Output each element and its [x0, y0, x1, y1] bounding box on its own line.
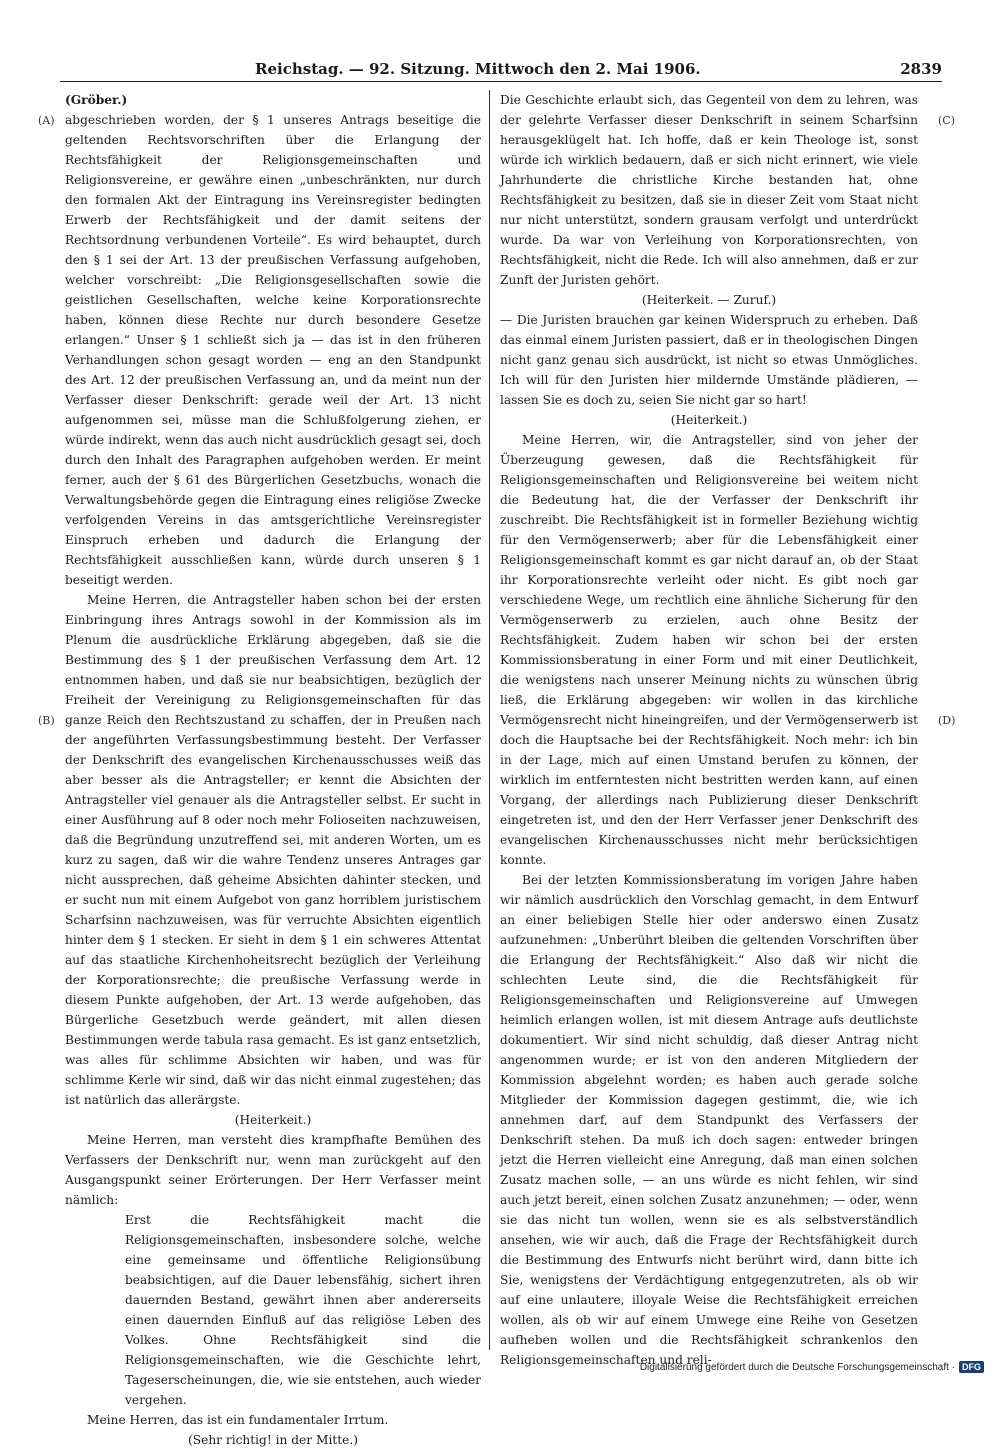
- margin-marker-d: (D): [938, 714, 956, 727]
- footer-text: Digitalisierung gefördert durch die Deutsche Forschungsgemeinschaft ·: [639, 1361, 955, 1373]
- dfg-logo: DFG: [959, 1361, 984, 1373]
- interjection-heiterkeit-zuruf: (Heiterkeit. — Zuruf.): [641, 293, 777, 307]
- right-column: [500, 90, 918, 1367]
- left-paragraph-1: abgeschrieben worden, der § 1 unseres Antrags beseitige die geltenden Rechtsvorschriften über die Erlangung der Rechtsfähigkeit der Religionsgemeinschaften und Religionsvereine, er gewähre einen „unbeschränkten, nur durch den formalen Akt der Eintragung ins Vereinsregister bedingten Erwerb der Rechtsfähigkeit und der damit seitens der Rechtsordnung verbundenen Vorteile“. Es wird behauptet, durch den § 1 sei der Art. 13 der preußischen Verfassung aufgehoben, welcher vorschreibt: „Die Religionsgesellschaften sowie die geistlichen Gesellschaften, welche keine Korporationsrechte haben, können diese Rechte nur durch besondere Gesetze erlangen.“ Unser § 1 schließt sich ja — das ist in den früheren Verhandlungen schon gesagt worden — eng an den Standpunkt des Art. 12 der preußischen Verfassung an, und da meint nun der Verfasser dieser Denkschrift: gerade weil der Art. 13 nicht aufgenommen sei, müsse man die Schlußfolgerung ziehen, er würde indirekt, wenn das auch nicht ausdrücklich gesagt sei, doch durch den Inhalt des Paragraphen aufgehoben werden. Er meint ferner, auch der § 61 des Bürgerlichen Gesetzbuchs, wonach die Verwaltungsbehörde gegen die Eintragung eines religiöse Zwecke verfolgenden Vereins in das amtsgerichtliche Vereinsregister Einspruch erheben und dadurch die Erlangung der Rechtsfähigkeit ausschließen kann, würde durch unseren § 1 beseitigt werden.: [65, 113, 481, 587]
- right-paragraph-2: — Die Juristen brauchen gar keinen Widerspruch zu erheben. Daß das einmal einem Juristen passiert, daß er in theologischen Dingen nicht ganz genau sich ausdrückt, ist nicht so etwas Unmögliches. Ich will für den Juristen hier mildernde Umstände plädieren, — lassen Sie es doch zu, seien Sie nicht gar so hart!: [500, 313, 918, 407]
- left-paragraph-3: Meine Herren, man versteht dies krampfhafte Bemühen des Verfassers der Denkschrift nur, wenn man zurückgeht auf den Ausgangspunkt seiner Erörterungen. Der Herr Verfasser meint nämlich:: [65, 1133, 481, 1207]
- interjection-sehr-richtig: (Sehr richtig! in der Mitte.): [188, 1433, 358, 1447]
- header-rule: [60, 81, 942, 82]
- header-title: Reichstag. — 92. Sitzung. Mittwoch den 2. Mai 1906.: [255, 60, 701, 78]
- right-paragraph-4: Bei der letzten Kommissionsberatung im vorigen Jahre haben wir nämlich ausdrücklich den Vorschlag gemacht, in dem Entwurf an einer beliebigen Stelle hier oder anderswo einen Zusatz aufzunehmen: „Unberührt bleiben die geltenden Vorschriften über die Erlangung der Rechtsfähigkeit.“ Also daß wir nicht die schlechten Leute sind, die die Rechtsfähigkeit für Religionsgemeinschaften und Religionsvereine auf Umwegen heimlich erlangen wollen, ist mit diesem Antrage aufs deutlichste dokumentiert. Wir sind nicht schuldig, daß dieser Antrag nicht angenommen wurde; er ist von den anderen Mitgliedern der Kommission abgelehnt worden; es haben auch gerade solche Mitglieder der Kommission dagegen gestimmt, die, wie ich annehmen darf, auf dem Standpunkt des Verfassers der Denkschrift stehen. Da muß ich doch sagen: entweder bringen jetzt die Herren vielleicht eine Anregung, daß man einen solchen Zusatz machen solle, — an uns würde es nicht fehlen, wir sind auch jetzt bereit, einen solchen Zusatz anzunehmen; — oder, wenn sie das nicht tun wollen, wenn sie es als selbstverständlich ansehen, wie wir auch, daß die Frage der Rechtsfähigkeit durch die Bestimmung des Entwurfs nicht berührt wird, dann bitte ich Sie, wenigstens der Verdächtigung entgegenzutreten, als ob wir auf eine unlautere, illoyale Weise die Rechtsfähigkeit erreichen wollen, als ob wir auf einem Umwege eine Reihe von Gesetzen aufheben wollen und die Rechtsfähigkeit schrankenlos den Religionsgemeinschaften und reli-: [500, 873, 918, 1367]
- interjection-heiterkeit-2: (Heiterkeit.): [670, 413, 748, 427]
- left-column: [65, 90, 481, 1447]
- left-paragraph-4: Meine Herren, das ist ein fundamentaler Irrtum.: [87, 1413, 389, 1427]
- speaker-name: (Gröber.): [65, 93, 128, 107]
- right-paragraph-1: Die Geschichte erlaubt sich, das Gegenteil von dem zu lehren, was der gelehrte Verfasser dieser Denkschrift in seinem Scharfsinn herausgeklügelt hat. Ich hoffe, daß er kein Theologe ist, sonst würde ich wirklich bedauern, daß er sich nicht erinnert, wie viele Jahrhunderte die christliche Kirche bestanden hat, ohne Rechtsfähigkeit zu besitzen, daß sie in dieser Zeit vom Staat nicht nur nicht unterstützt, sondern grausam verfolgt und unterdrückt wurde. Da war von Verleihung von Korporationsrechten, von Rechtsfähigkeit, nicht die Rede. Ich will also annehmen, daß er zur Zunft der Juristen gehört.: [500, 93, 918, 287]
- footer-credit: [640, 1361, 984, 1373]
- page-number: 2839: [900, 60, 942, 78]
- left-paragraph-2: Meine Herren, die Antragsteller haben schon bei der ersten Einbringung ihres Antrags sowohl in der Kommission als im Plenum die ausdrückliche Erklärung abgegeben, daß sie die Bestimmung des § 1 der preußischen Verfassung dem Art. 12 entnommen haben, und daß sie nur beabsichtigen, bezüglich der Freiheit der Vereinigung zu Religionsgemeinschaften für das ganze Reich den Rechtszustand zu schaffen, der in Preußen nach der angeführten Verfassungsbestimmung besteht. Der Verfasser der Denkschrift des evangelischen Kirchenausschusses weiß das aber besser als die Antragsteller; er kennt die Absichten der Antragsteller viel genauer als die Antragsteller selbst. Er sucht in einer Ausführung auf 8 oder noch mehr Folioseiten nachzuweisen, daß die Begründung unzutreffend sei, mit anderen Worten, um es kurz zu sagen, daß wir die wahre Tendenz unseres Antrages gar nicht aussprechen, daß geheime Absichten dahinter stecken, und er sucht nun mit einem Aufgebot von ganz horriblem juristischem Scharfsinn nachzuweisen, was für verruchte Absichten eigentlich hinter dem § 1 stecken. Er sieht in dem § 1 ein schweres Attentat auf das staatliche Kirchenhoheitsrecht bezüglich der Verleihung der Korporationsrechte; die preußische Verfassung werde in diesem Punkte aufgehoben, der Art. 13 werde aufgehoben, das Bürgerliche Gesetzbuch werde geändert, mit allen diesen Bestimmungen werde tabula rasa gemacht. Es ist ganz entsetzlich, was alles für schlimme Absichten wir haben, und was für schlimme Kerle wir sind, daß wir das nicht einmal zugestehen; das ist natürlich das allerärgste.: [65, 593, 481, 1107]
- block-quote: Erst die Rechtsfähigkeit macht die Religionsgemeinschaften, insbesondere solche, welche eine gemeinsame und öffentliche Religionsübung beabsichtigen, auf die Dauer lebensfähig, sichert ihren dauernden Bestand, gewährt ihnen aber andererseits einen dauernden Einfluß auf das religiöse Leben des Volkes. Ohne Rechtsfähigkeit sind die Religionsgemeinschaften, wie die Geschichte lehrt, Tageserscheinungen, die, wie sie entstehen, auch wieder vergehen.: [125, 1213, 481, 1407]
- column-divider: [489, 90, 490, 1350]
- interjection-heiterkeit: (Heiterkeit.): [234, 1113, 312, 1127]
- margin-marker-b: (B): [38, 714, 55, 727]
- margin-marker-c: (C): [938, 114, 955, 127]
- margin-marker-a: (A): [38, 114, 55, 127]
- page-header: [60, 56, 942, 82]
- right-paragraph-3: Meine Herren, wir, die Antragsteller, sind von jeher der Überzeugung gewesen, daß die Rechtsfähigkeit für Religionsgemeinschaften und Religionsvereine bei weitem nicht die Bedeutung hat, die der Verfasser der Denkschrift ihr zuschreibt. Die Rechtsfähigkeit ist in formeller Beziehung wichtig für den Vermögenserwerb; aber für die Lebensfähigkeit einer Religionsgemeinschaft kommt es gar nicht darauf an, ob der Staat ihr Korporationsrechte verleiht oder nicht. Es gibt noch gar verschiedene Wege, um rechtlich eine ähnliche Sicherung für den Vermögenserwerb zu erzielen, auch ohne Besitz der Rechtsfähigkeit. Zudem haben wir schon bei der ersten Kommissionsberatung in einer Form und mit einer Deutlichkeit, die wenigstens nach unserer Meinung nichts zu wünschen übrig ließ, die Erklärung abgegeben: wir wollen in das kirchliche Vermögensrecht nicht hineingreifen, und der Vermögenserwerb ist doch die Hauptsache bei der Rechtsfähigkeit. Noch mehr: ich bin in der Lage, mich auf einen Umstand berufen zu können, der wirklich im entferntesten nicht bestritten werden kann, auf einen Vorgang, der allerdings nach Publizierung dieser Denkschrift eingetreten ist, und den der Herr Verfasser jener Denkschrift des evangelischen Kirchenausschusses nicht mehr berücksichtigen konnte.: [500, 433, 918, 867]
